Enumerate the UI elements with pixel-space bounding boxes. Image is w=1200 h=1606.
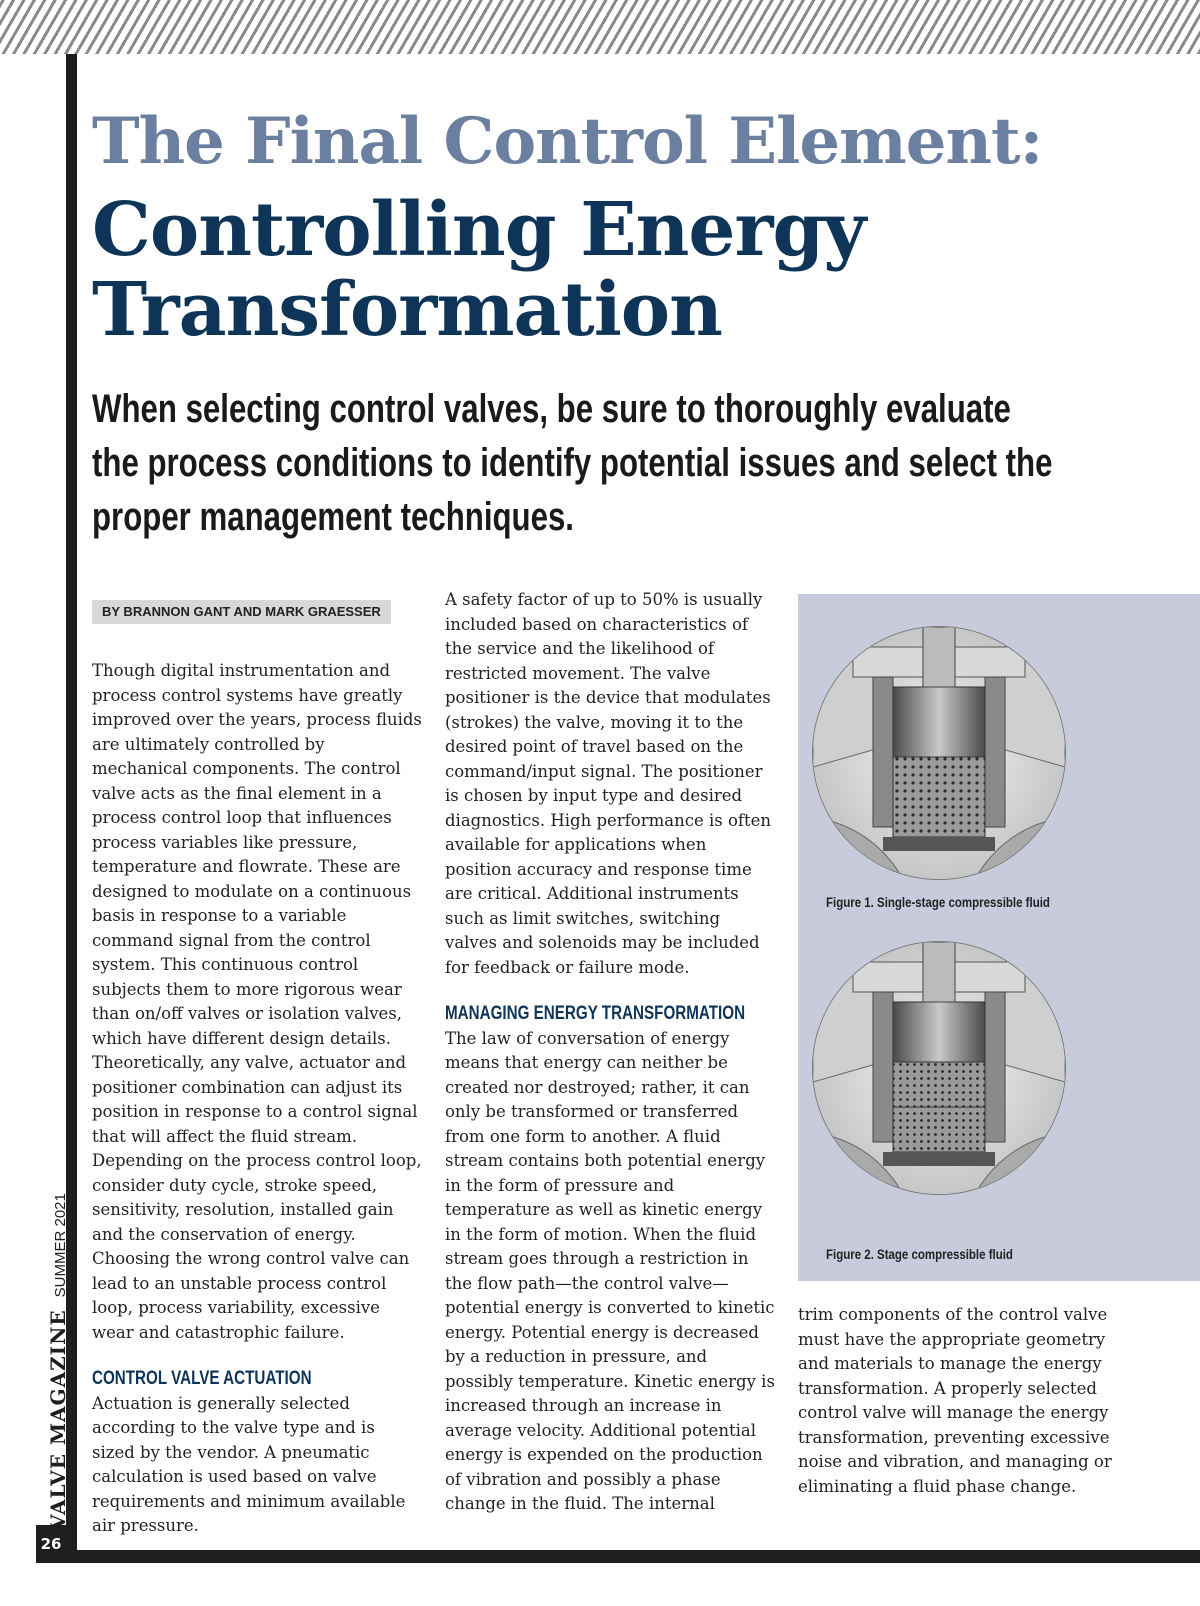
figure-2-caption: Figure 2. Stage compressible fluid (826, 1246, 1013, 1262)
column1-paragraph: Though digital instrumentation and process control systems have greatly improved over the years, process fluids are ultimately controlled by mechanical components. The control valve acts as the final element in a process control loop that influences process variables like pressure, temperature and flowrate. These are designed to modulate on a continuous basis in response to a variable command signal from the control system. This continuous control subjects them to more rigorous wear than on/off valves or isolation valves, which have different design details. Theoretically, any valve, actuator and positioner combination can adjust its position in response to a control signal that will affect the fluid stream. Depending on the process control loop, consider duty cycle, stroke speed, sensitivity, resolution, installed gain and the conservation of energy. Choosing the wrong control valve can lead to an unstable process control loop, process variability, excessive wear and catastrophic failure. (92, 661, 422, 1342)
spine-label (46, 1193, 76, 1530)
subhead-actuation: CONTROL VALVE ACTUATION (92, 1368, 312, 1389)
column-2 (445, 588, 775, 1517)
deck-subtitle: When selecting control valves, be sure to thoroughly evaluate the process conditions to identify potential issues and select the proper management techniques. (92, 387, 1053, 539)
valve-cutaway-figure-2 (812, 941, 1066, 1195)
issue-date: SUMMER 2021 (52, 1193, 69, 1298)
column2-paragraph-2: The law of conversation of energy means that energy can neither be created nor destroyed; rather, it can only be transformed or transferred from one form to another. A fluid stream contains both potential energy in the form of pressure and temperature as well as kinetic energy in the form of motion. When the fluid stream goes through a restriction in the flow path—the control valve—potential energy is converted to kinetic energy. Potential energy is decreased by a reduction in pressure, and possibly temperature. Kinetic energy is increased through an increase in average velocity. Additional potential energy is expended on the production of vibration and possibly a phase change in the fluid. The internal (445, 1028, 775, 1513)
header-stripe-band (0, 0, 1200, 54)
title-line-1: The Final Control Element: (92, 104, 1043, 179)
column-1 (92, 659, 422, 1539)
column1-paragraph-2: Actuation is generally selected according to the valve type and is sized by the vendor. A pneumatic calculation is used based on valve requirements and minimum available air pressure. (92, 1393, 406, 1535)
subhead-energy: MANAGING ENERGY TRANSFORMATION (445, 1003, 746, 1024)
column2-paragraph: A safety factor of up to 50% is usually included based on characteristics of the service and the likelihood of restricted movement. The valve positioner is the device that modulates (strokes) the valve, moving it to the desired point of travel based on the command/input signal. The positioner is chosen by input type and desired diagnostics. High performance is often available for applications when position accuracy and response time are critical. Additional instruments such as limit switches, switching valves and solenoids may be included for feedback or failure mode. (445, 590, 772, 977)
title-line-2: Controlling Energy Transformation (92, 187, 866, 353)
bottom-rule (36, 1550, 1200, 1563)
magazine-name: VALVE MAGAZINE (46, 1309, 70, 1530)
column3-paragraph: trim components of the control valve must have the appropriate geometry and materials to manage the energy transformation. A properly selected control valve will manage the energy transformation, preventing excessive noise and vibration, and managing or eliminating a fluid phase change. (798, 1305, 1112, 1496)
byline: BY BRANNON GANT AND MARK GRAESSER (92, 600, 391, 624)
column-3 (798, 1303, 1118, 1499)
figure-1-caption: Figure 1. Single-stage compressible fluid (826, 894, 1050, 910)
valve-cutaway-figure-1 (812, 626, 1066, 880)
page-number: 26 (36, 1525, 66, 1563)
